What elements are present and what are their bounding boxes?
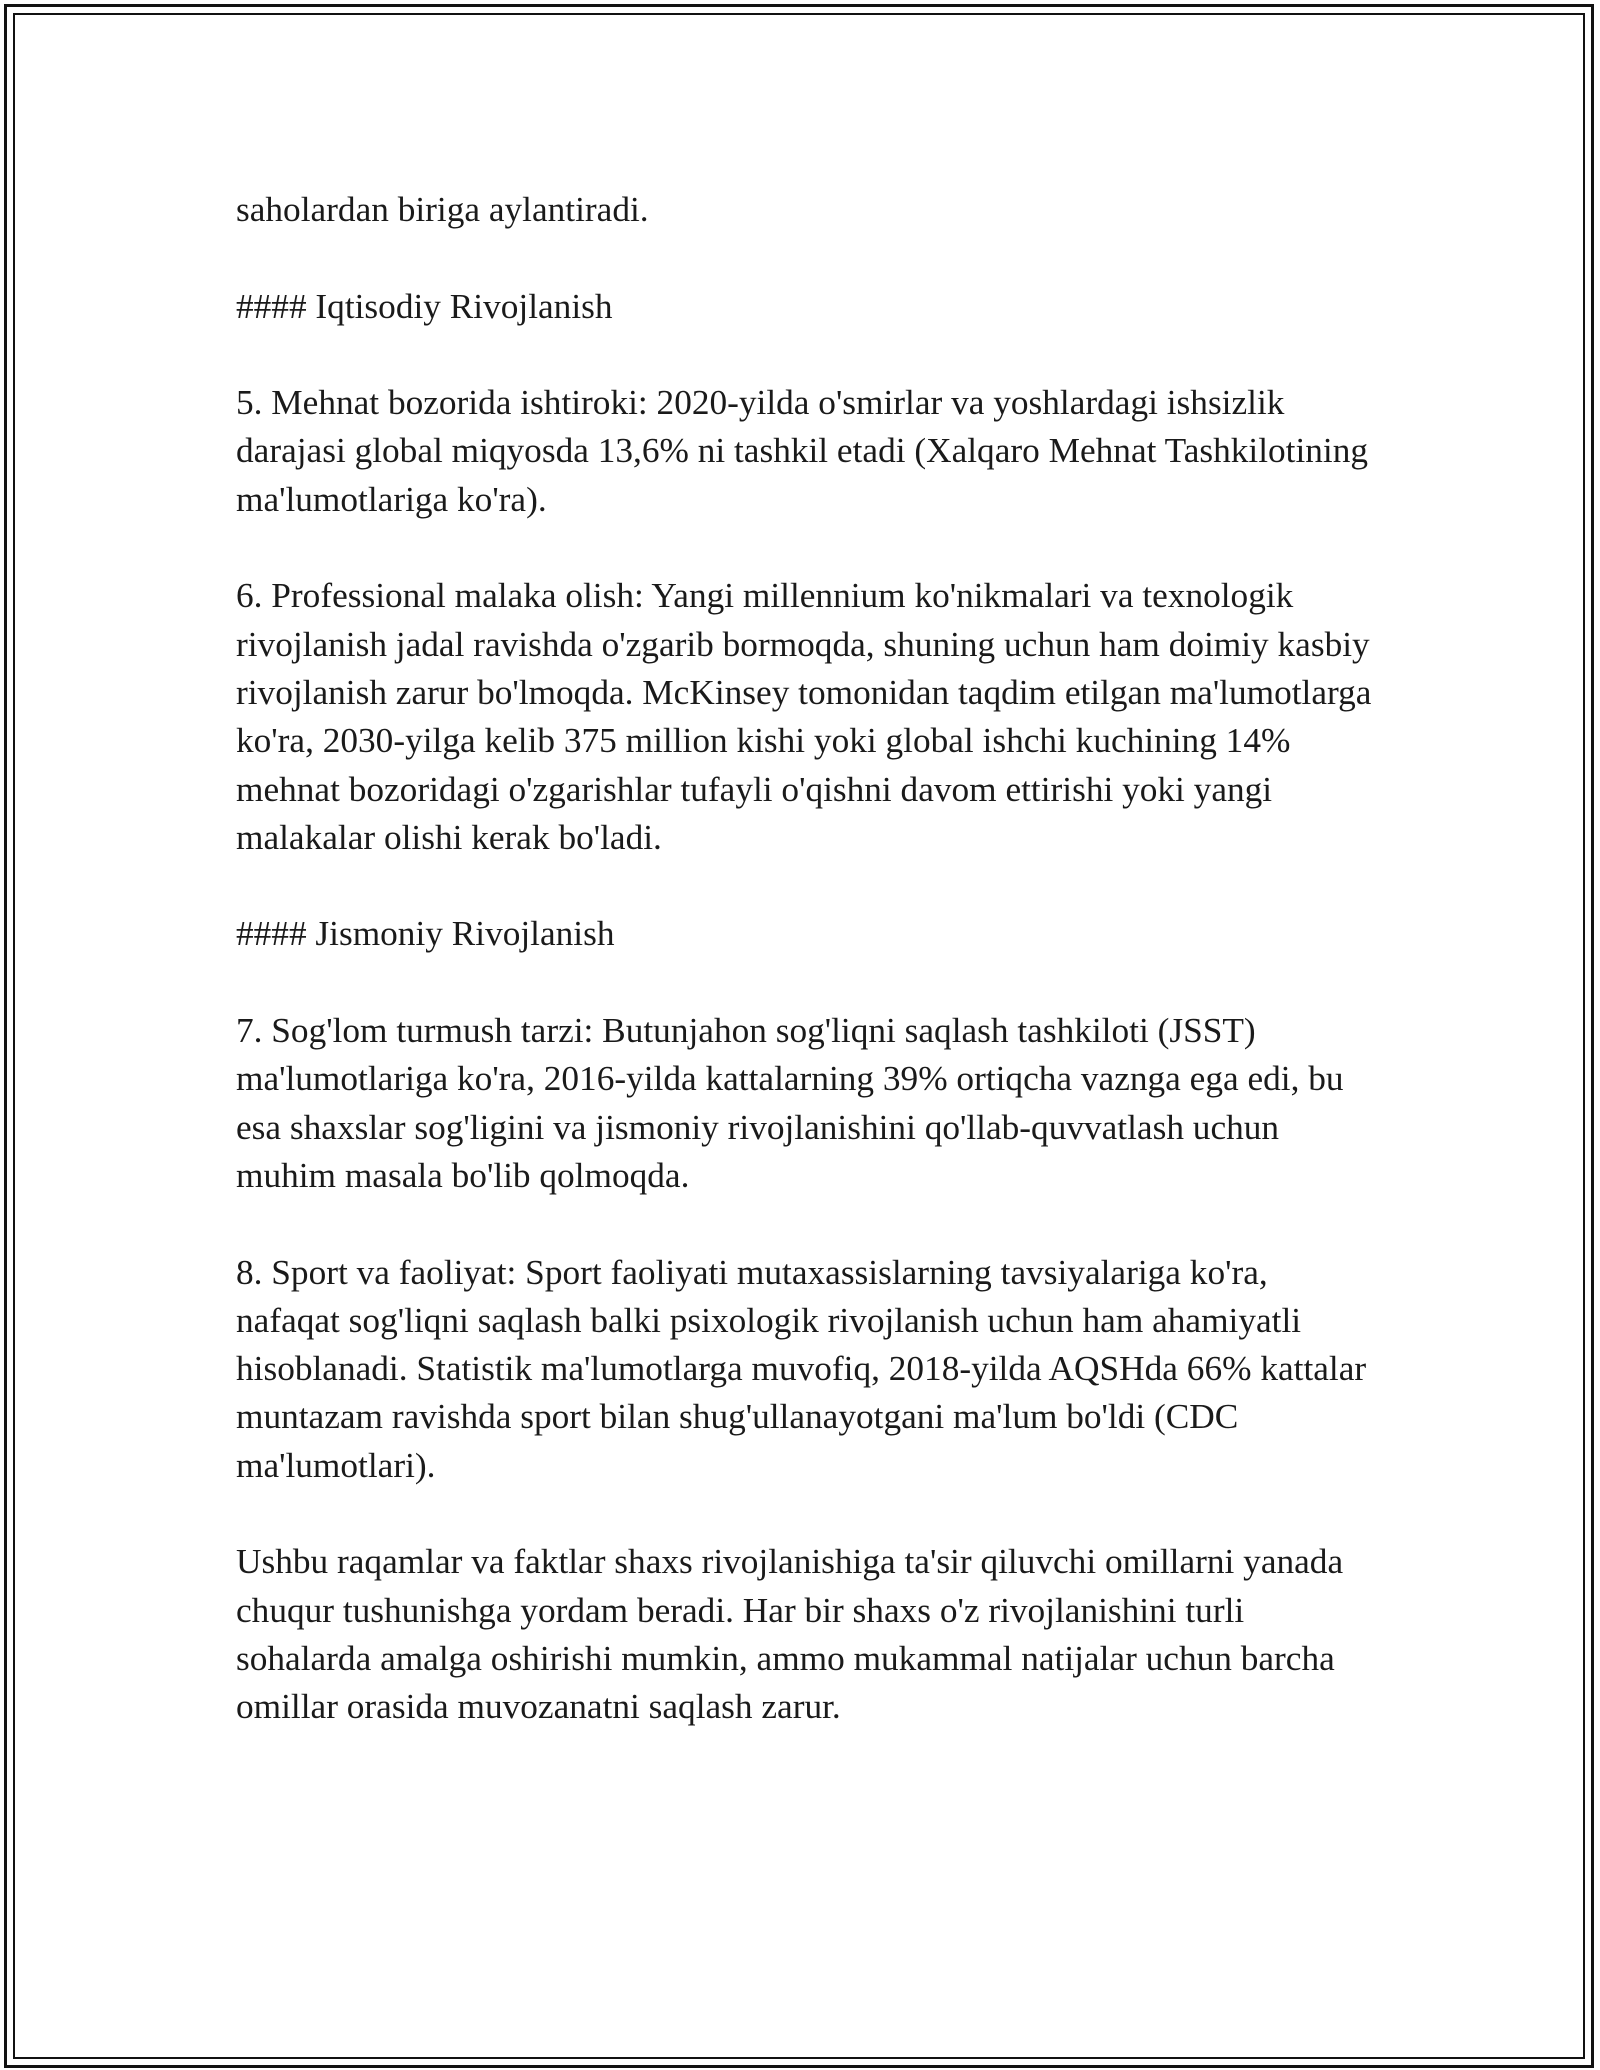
- paragraph-conclusion: Ushbu raqamlar va faktlar shaxs rivojlanishiga ta'sir qiluvchi omillarni yanada chuqur tushunishga yordam beradi. Har bir shaxs o'z rivojlanishini turli sohalarda amalga oshirishi mumkin, ammo mukammal natijalar uchun barcha omillar orasida muvozanatni saqlash zarur.: [236, 1542, 1344, 1727]
- paragraph-continuation: saholardan biriga aylantiradi.: [236, 190, 649, 229]
- paragraph-item-5: 5. Mehnat bozorida ishtiroki: 2020-yilda o'smirlar va yoshlardagi ishsizlik darajasi global miqyosda 13,6% ni tashkil etadi (Xalqaro Mehnat Tashkilotining ma'lumotlariga ko'ra).: [236, 383, 1369, 519]
- paragraph-item-8: 8. Sport va faoliyat: Sport faoliyati mutaxassislarning tavsiyalariga ko'ra, nafaqat sog'liqni saqlash balki psixologik rivojlanish uchun ham ahamiyatli hisoblanadi. Statistik ma'lumotlarga muvofiq, 2018-yilda AQSHda 66% kattalar muntazam ravishda sport bilan shug'ullanayotgani ma'lum bo'ldi (CDC ma'lumotlari).: [236, 1252, 1367, 1485]
- heading-iqtisodiy: #### Iqtisodiy Rivojlanish: [236, 286, 613, 326]
- heading-jismoniy: #### Jismoniy Rivojlanish: [236, 914, 615, 954]
- paragraph-item-6: 6. Professional malaka olish: Yangi millennium ko'nikmalari va texnologik rivojlanish jadal ravishda o'zgarib bormoqda, shuning uchun ham doimiy kasbiy rivojlanish zarur bo'lmoqda. McKinsey tomonidan taqdim etilgan ma'lumotlarga ko'ra, 2030-yilga kelib 375 million kishi yoki global ishchi kuchining 14% mehnat bozoridagi o'zgarishlar tufayli o'qishni davom ettirishi yoki yangi malakalar olishi kerak bo'ladi.: [236, 576, 1372, 857]
- paragraph-item-7: 7. Sog'lom turmush tarzi: Butunjahon sog'liqni saqlash tashkiloti (JSST) ma'lumotlariga ko'ra, 2016-yilda kattalarning 39% ortiqcha vaznga ega edi, bu esa shaxslar sog'ligini va jismoniy rivojlanishini qo'llab-quvvatlash uchun muhim masala bo'lib qolmoqda.: [236, 1011, 1344, 1195]
- document-body: [236, 186, 1376, 1732]
